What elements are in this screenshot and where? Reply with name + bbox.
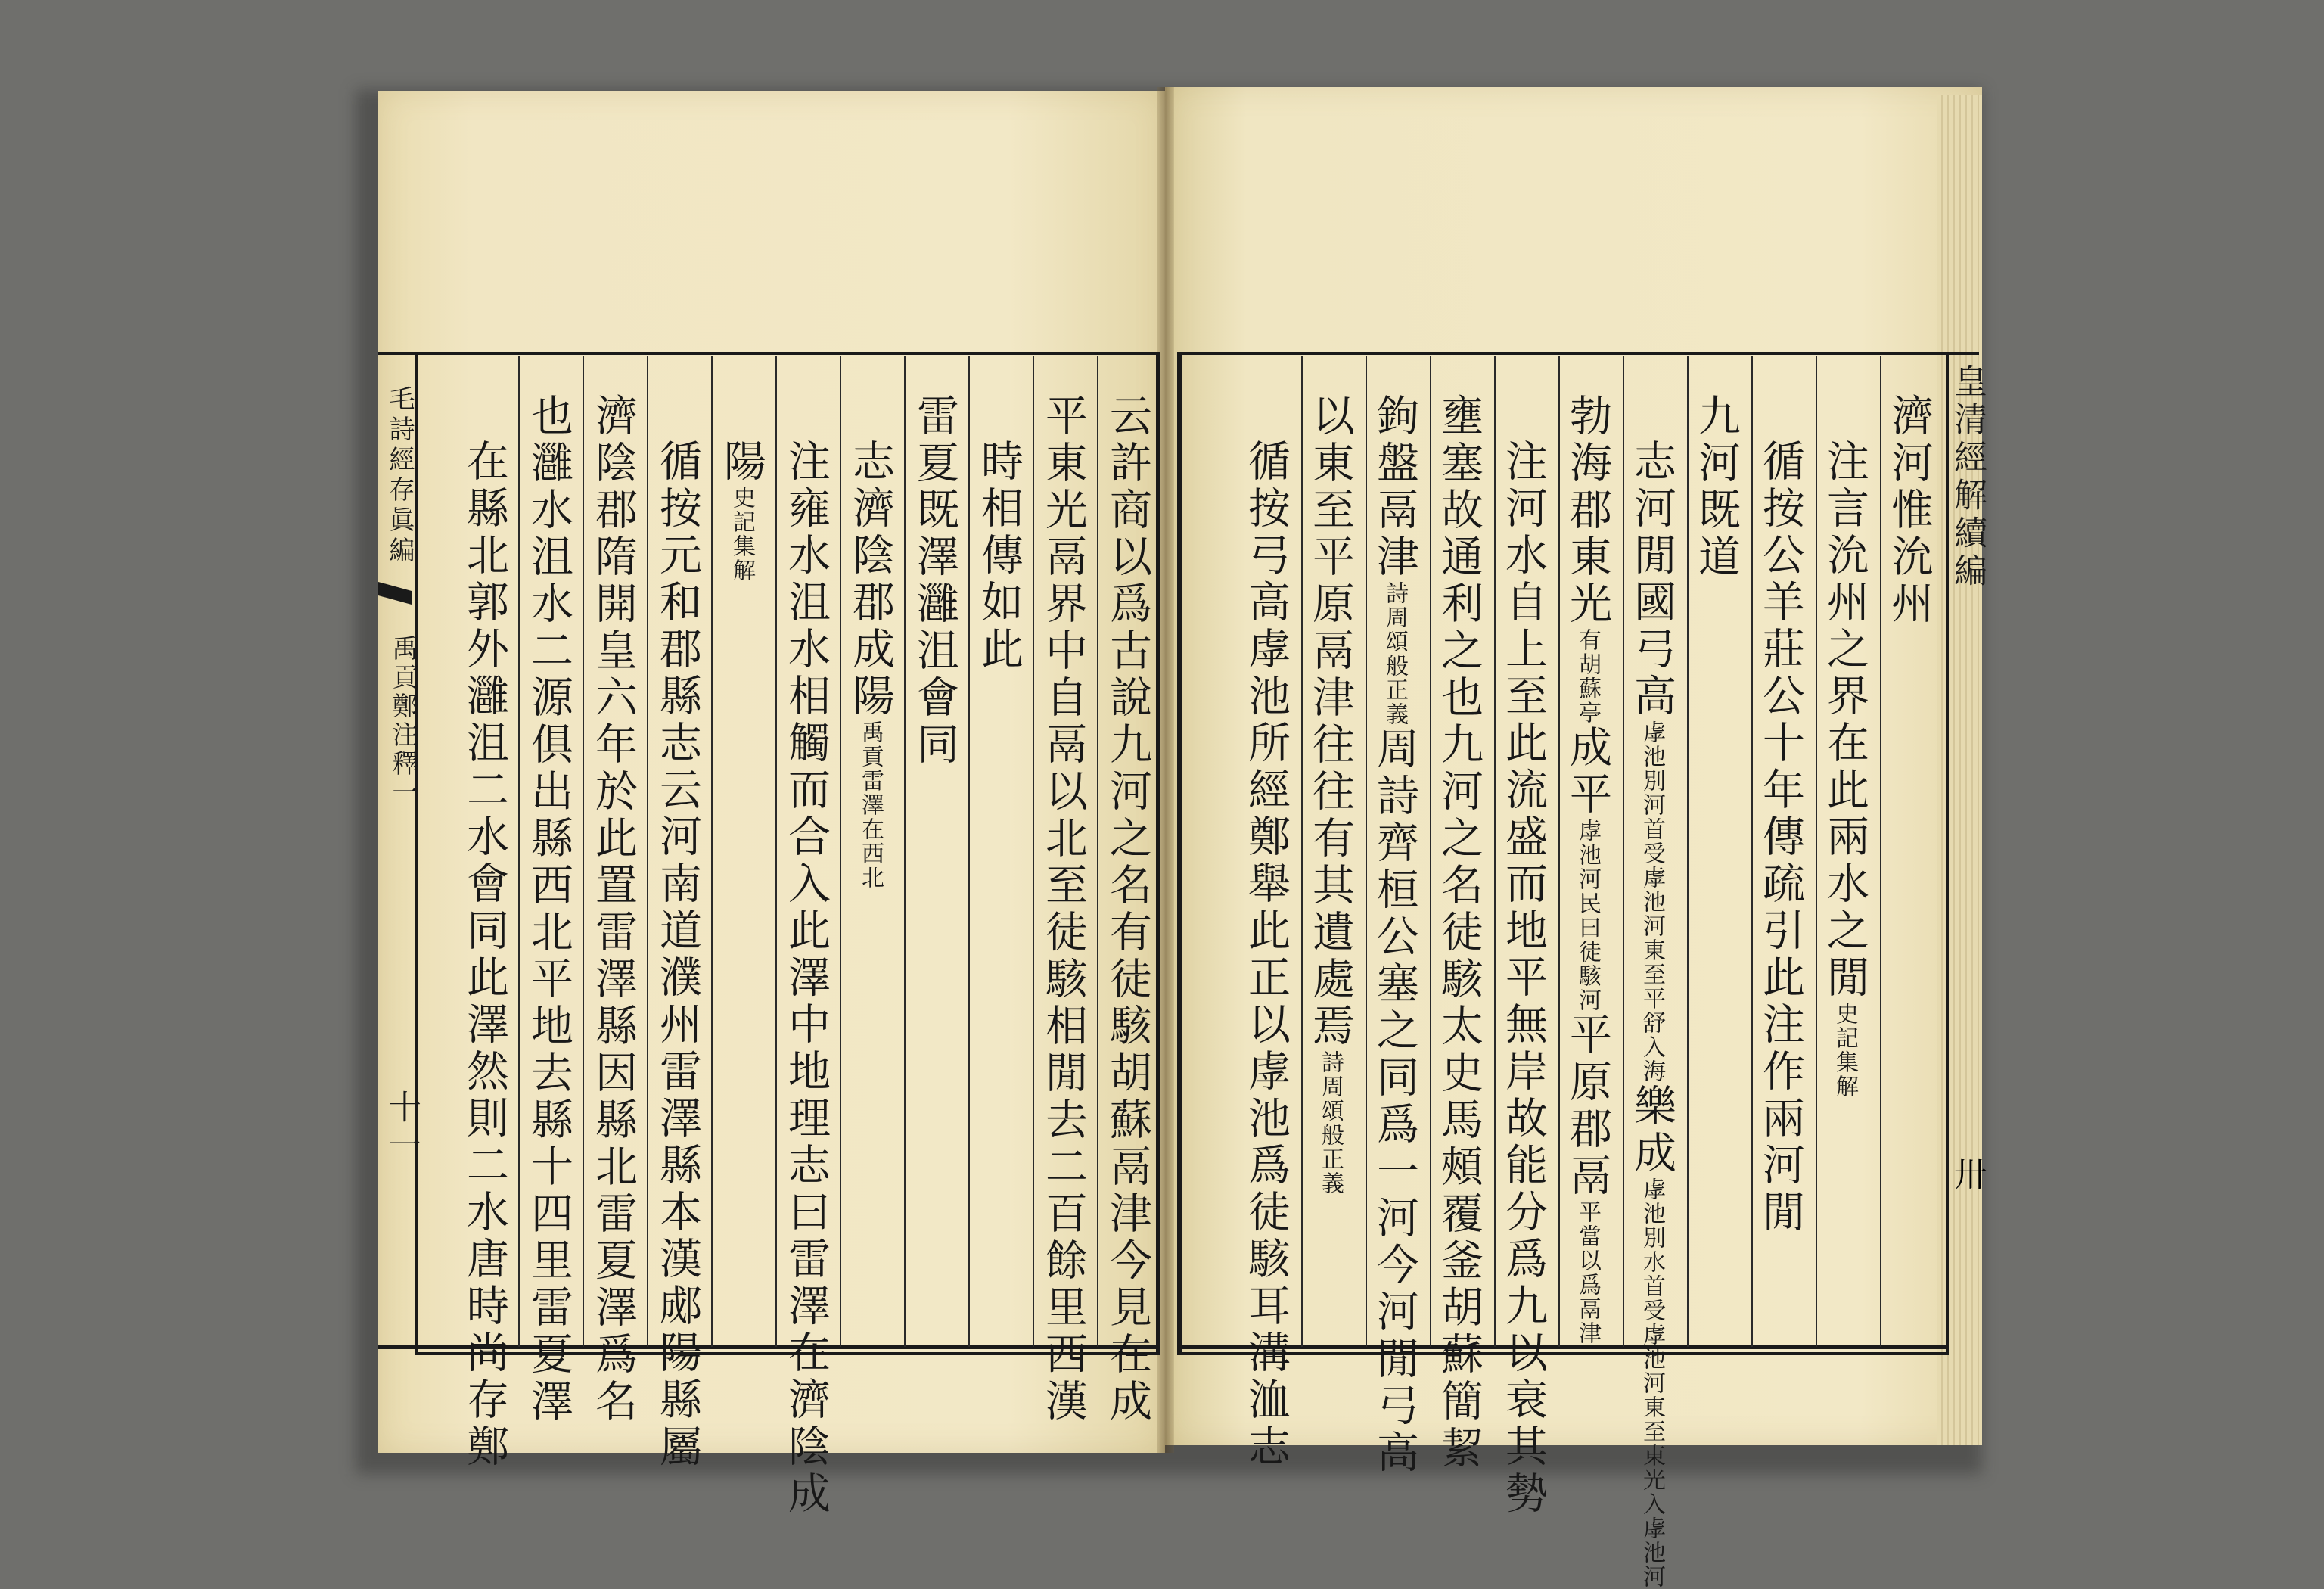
column-rule: [518, 356, 520, 1347]
column-rule: [1097, 356, 1098, 1347]
column-rule: [840, 356, 841, 1347]
column-rule: [583, 356, 584, 1347]
column-rule: [647, 356, 648, 1347]
right-column-5: 志河閒國弓高虖池別河首受虖池河東至平舒入海樂成虖池別水首受虖池河東至東光入虖池河: [1627, 439, 1676, 1589]
left-column-2: 平東光鬲界中自鬲以北至徒駭相閒去二百餘里西漢: [1039, 393, 1088, 1426]
left-column-6: 注雍水沮水相觸而合入此澤中地理志曰雷澤在濟陰成: [781, 439, 831, 1518]
right-banxin-title: 皇清經解續編: [1948, 364, 1987, 591]
column-rule: [1033, 356, 1034, 1347]
column-rule: [711, 356, 713, 1347]
left-column-7: 陽史記集解: [717, 439, 766, 583]
fishtail-mark-icon: [378, 582, 412, 605]
column-rule: [775, 356, 777, 1347]
column-rule: [1687, 356, 1689, 1347]
right-column-3: 循按公羊莊公十年傳疏引此注作兩河閒: [1756, 439, 1805, 1236]
column-rule: [1751, 356, 1753, 1347]
right-column-1: 濟河惟沇州: [1884, 393, 1934, 628]
column-rule: [1301, 356, 1303, 1347]
left-column-8: 循按元和郡縣志云河南道濮州雷澤縣本漢郕陽縣屬: [653, 439, 702, 1471]
left-column-3: 時相傳如此: [974, 439, 1024, 673]
left-column-9: 濟陰郡隋開皇六年於此置雷澤縣因縣北雷夏澤爲名: [589, 393, 638, 1426]
left-banxin-subtitle: 禹貢鄭注釋一: [387, 635, 418, 807]
right-column-2: 注言沇州之界在此兩水之閒史記集解: [1820, 439, 1869, 1099]
column-rule: [904, 356, 906, 1347]
left-banxin-title: 毛詩經存眞編: [384, 385, 415, 567]
left-banxin-number: 十一: [382, 1090, 421, 1165]
column-rule: [968, 356, 970, 1347]
right-frame-bottom: [1177, 1345, 1949, 1349]
column-rule: [1494, 356, 1496, 1347]
column-rule: [1816, 356, 1817, 1347]
left-column-5: 志濟陰郡成陽禹貢雷澤在西北: [846, 439, 895, 890]
right-column-6: 勃海郡東光有胡蘇亭成平虖池河民曰徒駭河平原郡鬲平當以爲鬲津: [1563, 393, 1612, 1345]
column-rule: [1558, 356, 1560, 1347]
right-banxin-number: 卅: [1948, 1157, 1987, 1190]
left-column-10: 也灉水沮水二源俱出縣西北平地去縣十四里雷夏澤: [524, 393, 573, 1426]
left-column-1: 云許商以爲古說九河之名有徒駭胡蘇鬲津今見在成: [1103, 393, 1152, 1426]
right-column-11: 循按弓高虖池所經鄭舉此正以虖池爲徒駭耳溝洫志: [1241, 439, 1291, 1471]
right-column-9: 鉤盤鬲津詩周頌般正義周詩齊桓公塞之同爲一河今河閒弓高: [1370, 393, 1419, 1477]
left-banxin: [378, 352, 418, 1355]
left-column-4: 雷夏既澤灉沮會同: [910, 393, 959, 769]
right-column-7: 注河水自上至此流盛而地平無岸故能分爲九以衰其勢: [1499, 439, 1548, 1518]
right-column-10: 以東至平原鬲津往往有其遺處焉詩周頌般正義: [1306, 393, 1355, 1196]
column-rule: [1366, 356, 1367, 1347]
right-banxin: [1941, 352, 1987, 1355]
column-rule: [1880, 356, 1881, 1347]
column-rule: [1430, 356, 1431, 1347]
right-column-8: 壅塞故通利之也九河之名徒駭太史馬頰覆釜胡蘇簡絜: [1434, 393, 1484, 1472]
left-column-11: 在縣北郭外灉沮二水會同此澤然則二水唐時尚存鄭: [460, 439, 509, 1471]
right-column-4: 九河既道: [1692, 393, 1741, 581]
column-rule: [1623, 356, 1624, 1347]
